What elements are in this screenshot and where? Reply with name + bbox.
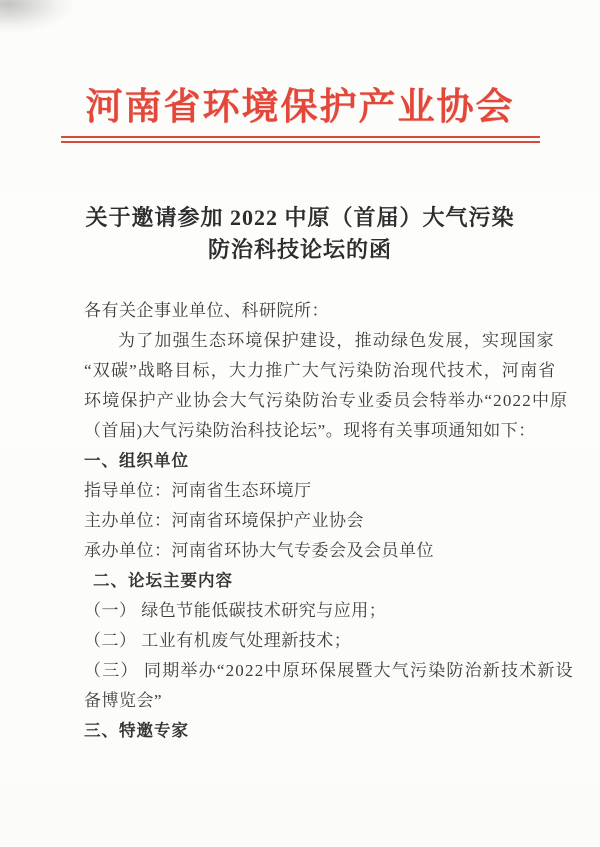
forum-content-item-3-continuation: 备博览会” xyxy=(84,691,163,710)
organizer-item-host: 主办单位：河南省环境保护产业协会 xyxy=(84,511,364,530)
document-title-line-1: 关于邀请参加 2022 中原（首届）大气污染 xyxy=(85,205,515,230)
section-heading-forum-content: 二、论坛主要内容 xyxy=(93,572,233,590)
salutation: 各有关企事业单位、科研院所： xyxy=(84,301,329,320)
section-heading-organizers: 一、组织单位 xyxy=(84,452,189,470)
section-heading-invited-experts: 三、特邀专家 xyxy=(84,722,189,740)
intro-line: 为了加强生态环境保护建设，推动绿色发展，实现国家 xyxy=(118,331,555,350)
forum-content-item-1: （一） 绿色节能低碳技术研究与应用； xyxy=(84,601,387,620)
letterhead-org-name: 河南省环境保护产业协会 xyxy=(85,87,515,128)
forum-content-item-3: （三） 同期举办“2022中原环保展暨大气污染防治新技术新设 xyxy=(84,661,574,680)
intro-line: （首届)大气污染防治科技论坛”。现将有关事项通知如下： xyxy=(84,421,536,440)
intro-line: “双碳”战略目标，大力推广大气污染防治现代技术，河南省 xyxy=(84,361,557,380)
letter-body xyxy=(84,296,574,746)
letterhead-divider-line xyxy=(61,136,540,143)
forum-content-item-2: （二） 工业有机废气处理新技术； xyxy=(84,631,352,650)
document-title xyxy=(0,202,600,266)
organizer-item-undertaker: 承办单位：河南省环协大气专委会及会员单位 xyxy=(84,541,434,560)
intro-line: 环境保护产业协会大气污染防治专业委员会特举办“2022中原 xyxy=(84,391,569,410)
organizer-item-guidance: 指导单位：河南省生态环境厅 xyxy=(84,481,312,500)
document-title-line-2: 防治科技论坛的函 xyxy=(207,237,392,262)
